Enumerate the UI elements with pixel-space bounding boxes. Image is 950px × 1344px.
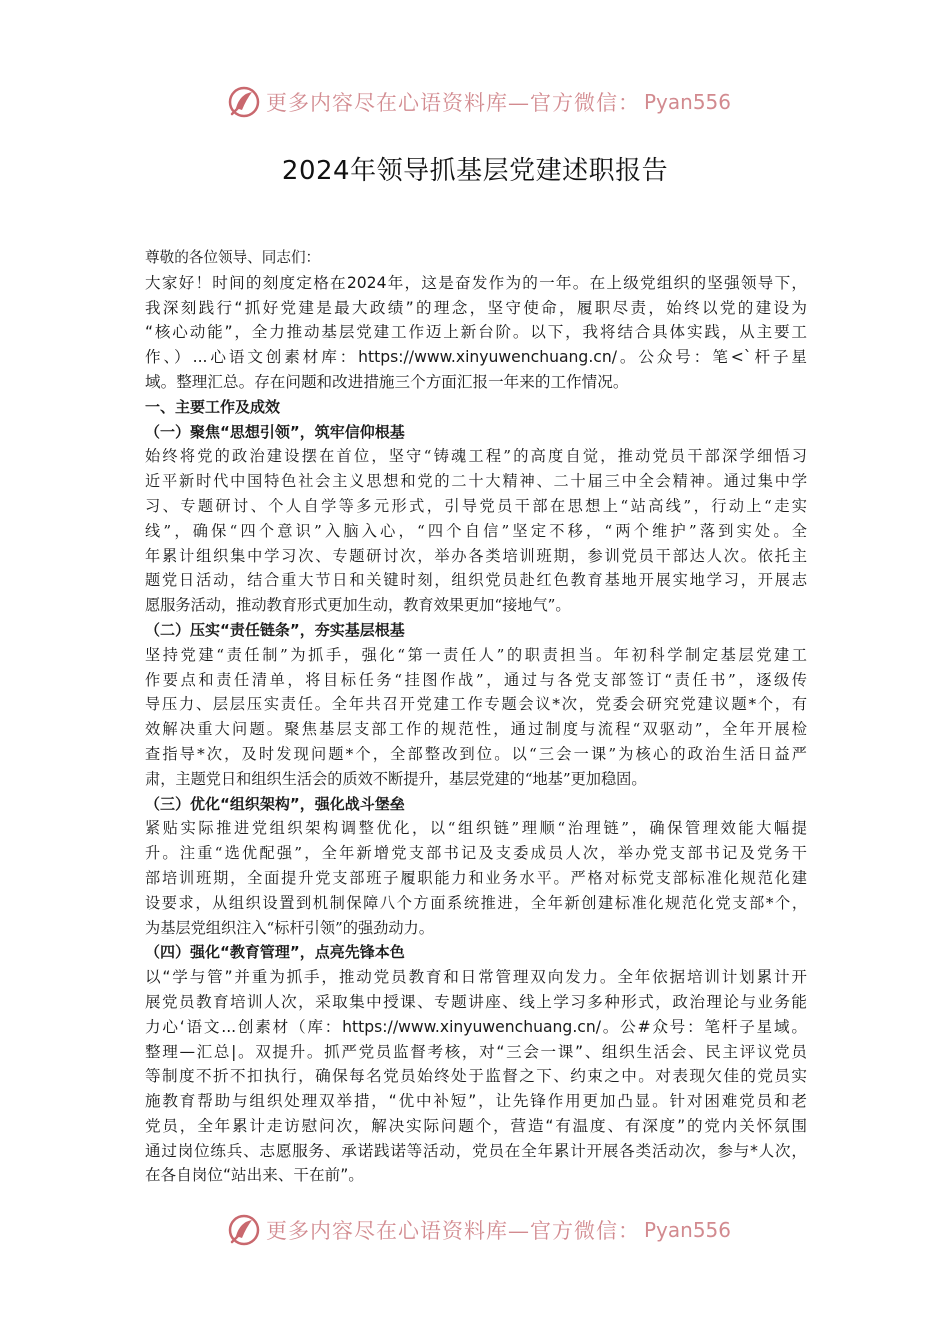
logo-icon	[226, 84, 262, 120]
text-line: 部培训班期，全面提升党支部班子履职能力和业务水平。严格对标党支部标准化规范化建	[145, 868, 807, 887]
text-line: 始终将党的政治建设摆在首位，坚守“铸魂工程”的高度自觉，推动党员干部深学细悟习	[145, 447, 807, 466]
text-line: 题党日活动，结合重大节日和关键时刻，组织党员赴红色教育基地开展实地学习，开展志	[145, 571, 807, 590]
document-body	[145, 246, 807, 1188]
watermark-text: 更多内容尽在心语资料库—官方微信：	[266, 1219, 640, 1243]
text-line: “核心动能”，全力推动基层党建工作迈上新台阶。以下，我将结合具体实践，从主要工	[145, 323, 807, 342]
text-line: 作要点和责任清单，将目标任务“挂图作战”，通过与各党支部签订“责任书”，逐级传	[145, 670, 807, 689]
watermark-wechat-id: Pyan556	[644, 1218, 732, 1242]
text-line: 升。注重“选优配强”，全年新增党支部书记及支委成员人次，举办党支部书记及党务干	[145, 844, 807, 863]
text-line: 年累计组织集中学习次、专题研讨次，举办各类培训班期，参训党员干部达人次。依托主	[145, 546, 807, 565]
text-line: 尊敬的各位领导、同志们：	[145, 249, 321, 266]
text-line: 施教育帮助与组织处理双举措，“优中补短”，让先锋作用更加凸显。针对困难党员和老	[145, 1092, 807, 1111]
text-line: 整理—汇总|。双提升。抓严党员监督考核，对“三会一课”、组织生活会、民主评议党员	[145, 1042, 807, 1061]
text-line: 导压力、层层压实责任。全年共召开党建工作专题会议*次，党委会研究党建议题*个，有	[145, 695, 807, 714]
text-line: 为基层党组织注入“标杆引领”的强劲动力。	[145, 918, 434, 937]
text-line: 线”，确保“四个意识”入脑入心，“四个自信”坚定不移，“两个维护”落到实处。全	[145, 521, 807, 540]
text-line: 展党员教育培训人次，采取集中授课、专题讲座、线上学习多种形式，政治理论与业务能	[145, 992, 807, 1011]
text-line: 肃，主题党日和组织生活会的质效不断提升，基层党建的“地基”更加稳固。	[145, 769, 647, 788]
text-line: 域。整理汇总。存在问题和改进措施三个方面汇报一年来的工作情况。	[145, 372, 629, 391]
text-line: 以“学与管”并重为抓手，推动党员教育和日常管理双向发力。全年依据培训计划累计开	[145, 968, 807, 987]
text-line: 在各自岗位“站出来、干在前”。	[145, 1166, 364, 1185]
text-line: 坚持党建“责任制”为抓手，强化“第一责任人”的职责担当。年初科学制定基层党建工	[145, 645, 807, 664]
watermark-wechat-id: Pyan556	[644, 90, 732, 114]
section-heading: （三）优化“组织架构”，强化战斗堡垒	[145, 794, 405, 813]
text-line: 等制度不折不扣执行，确保每名党员始终处于监督之下、约束之中。对表现欠佳的党员实	[145, 1067, 807, 1086]
text-line: 近平新时代中国特色社会主义思想和党的二十大精神、二十届三中全会精神。通过集中学	[145, 472, 807, 491]
section-heading: （一）聚焦“思想引领”，筑牢信仰根基	[145, 422, 405, 441]
page-title: 2024年领导抓基层党建述职报告	[281, 156, 669, 186]
section-heading: （二）压实“责任链条”，夯实基层根基	[145, 620, 405, 639]
text-line: 作、）...心语文创素材库：https://www.xinyuwenchuang.cn/。公众号：笔<`杆子星	[145, 348, 807, 367]
text-line: 效解决重大问题。聚焦基层支部工作的规范性，通过制度与流程“双驱动”，全年开展检	[145, 720, 807, 739]
text-line: 习、专题研讨、个人自学等多元形式，引导党员干部在思想上“站高线”，行动上“走实	[145, 496, 807, 515]
text-line: 通过岗位练兵、志愿服务、承诺践诺等活动，党员在全年累计开展各类活动次，参与*人次，	[145, 1141, 807, 1160]
section-heading: （四）强化“教育管理”，点亮先锋本色	[145, 943, 405, 962]
logo-icon	[226, 1212, 262, 1248]
text-line: 大家好！时间的刻度定格在2024年，这是奋发作为的一年。在上级党组织的坚强领导下，	[145, 273, 807, 292]
text-line: 设要求，从组织设置到机制保障八个方面系统推进，全年新创建标准化规范化党支部*个，	[145, 893, 807, 912]
text-line: 党员，全年累计走访慰问次，解决实际问题个，营造“有温度、有深度”的党内关怀氛围	[145, 1116, 807, 1135]
text-line: 紧贴实际推进党组织架构调整优化，以“组织链”理顺“治理链”，确保管理效能大幅提	[145, 819, 807, 838]
section-heading: 一、主要工作及成效	[145, 397, 281, 416]
text-line: 查指导*次，及时发现问题*个，全部整改到位。以“三会一课”为核心的政治生活日益严	[145, 744, 807, 763]
watermark-text: 更多内容尽在心语资料库—官方微信：	[266, 91, 640, 115]
watermark-bottom	[0, 1210, 950, 1250]
watermark-top	[0, 82, 950, 122]
text-line: 我深刻践行“抓好党建是最大政绩”的理念，坚守使命，履职尽责，始终以党的建设为	[145, 298, 807, 317]
text-line: 力心‘语文...创素材（库：https://www.xinyuwenchuang.cn/。公#众号：笔杆子星域。	[145, 1017, 807, 1036]
text-line: 愿服务活动，推动教育形式更加生动，教育效果更加“接地气”。	[145, 596, 571, 615]
